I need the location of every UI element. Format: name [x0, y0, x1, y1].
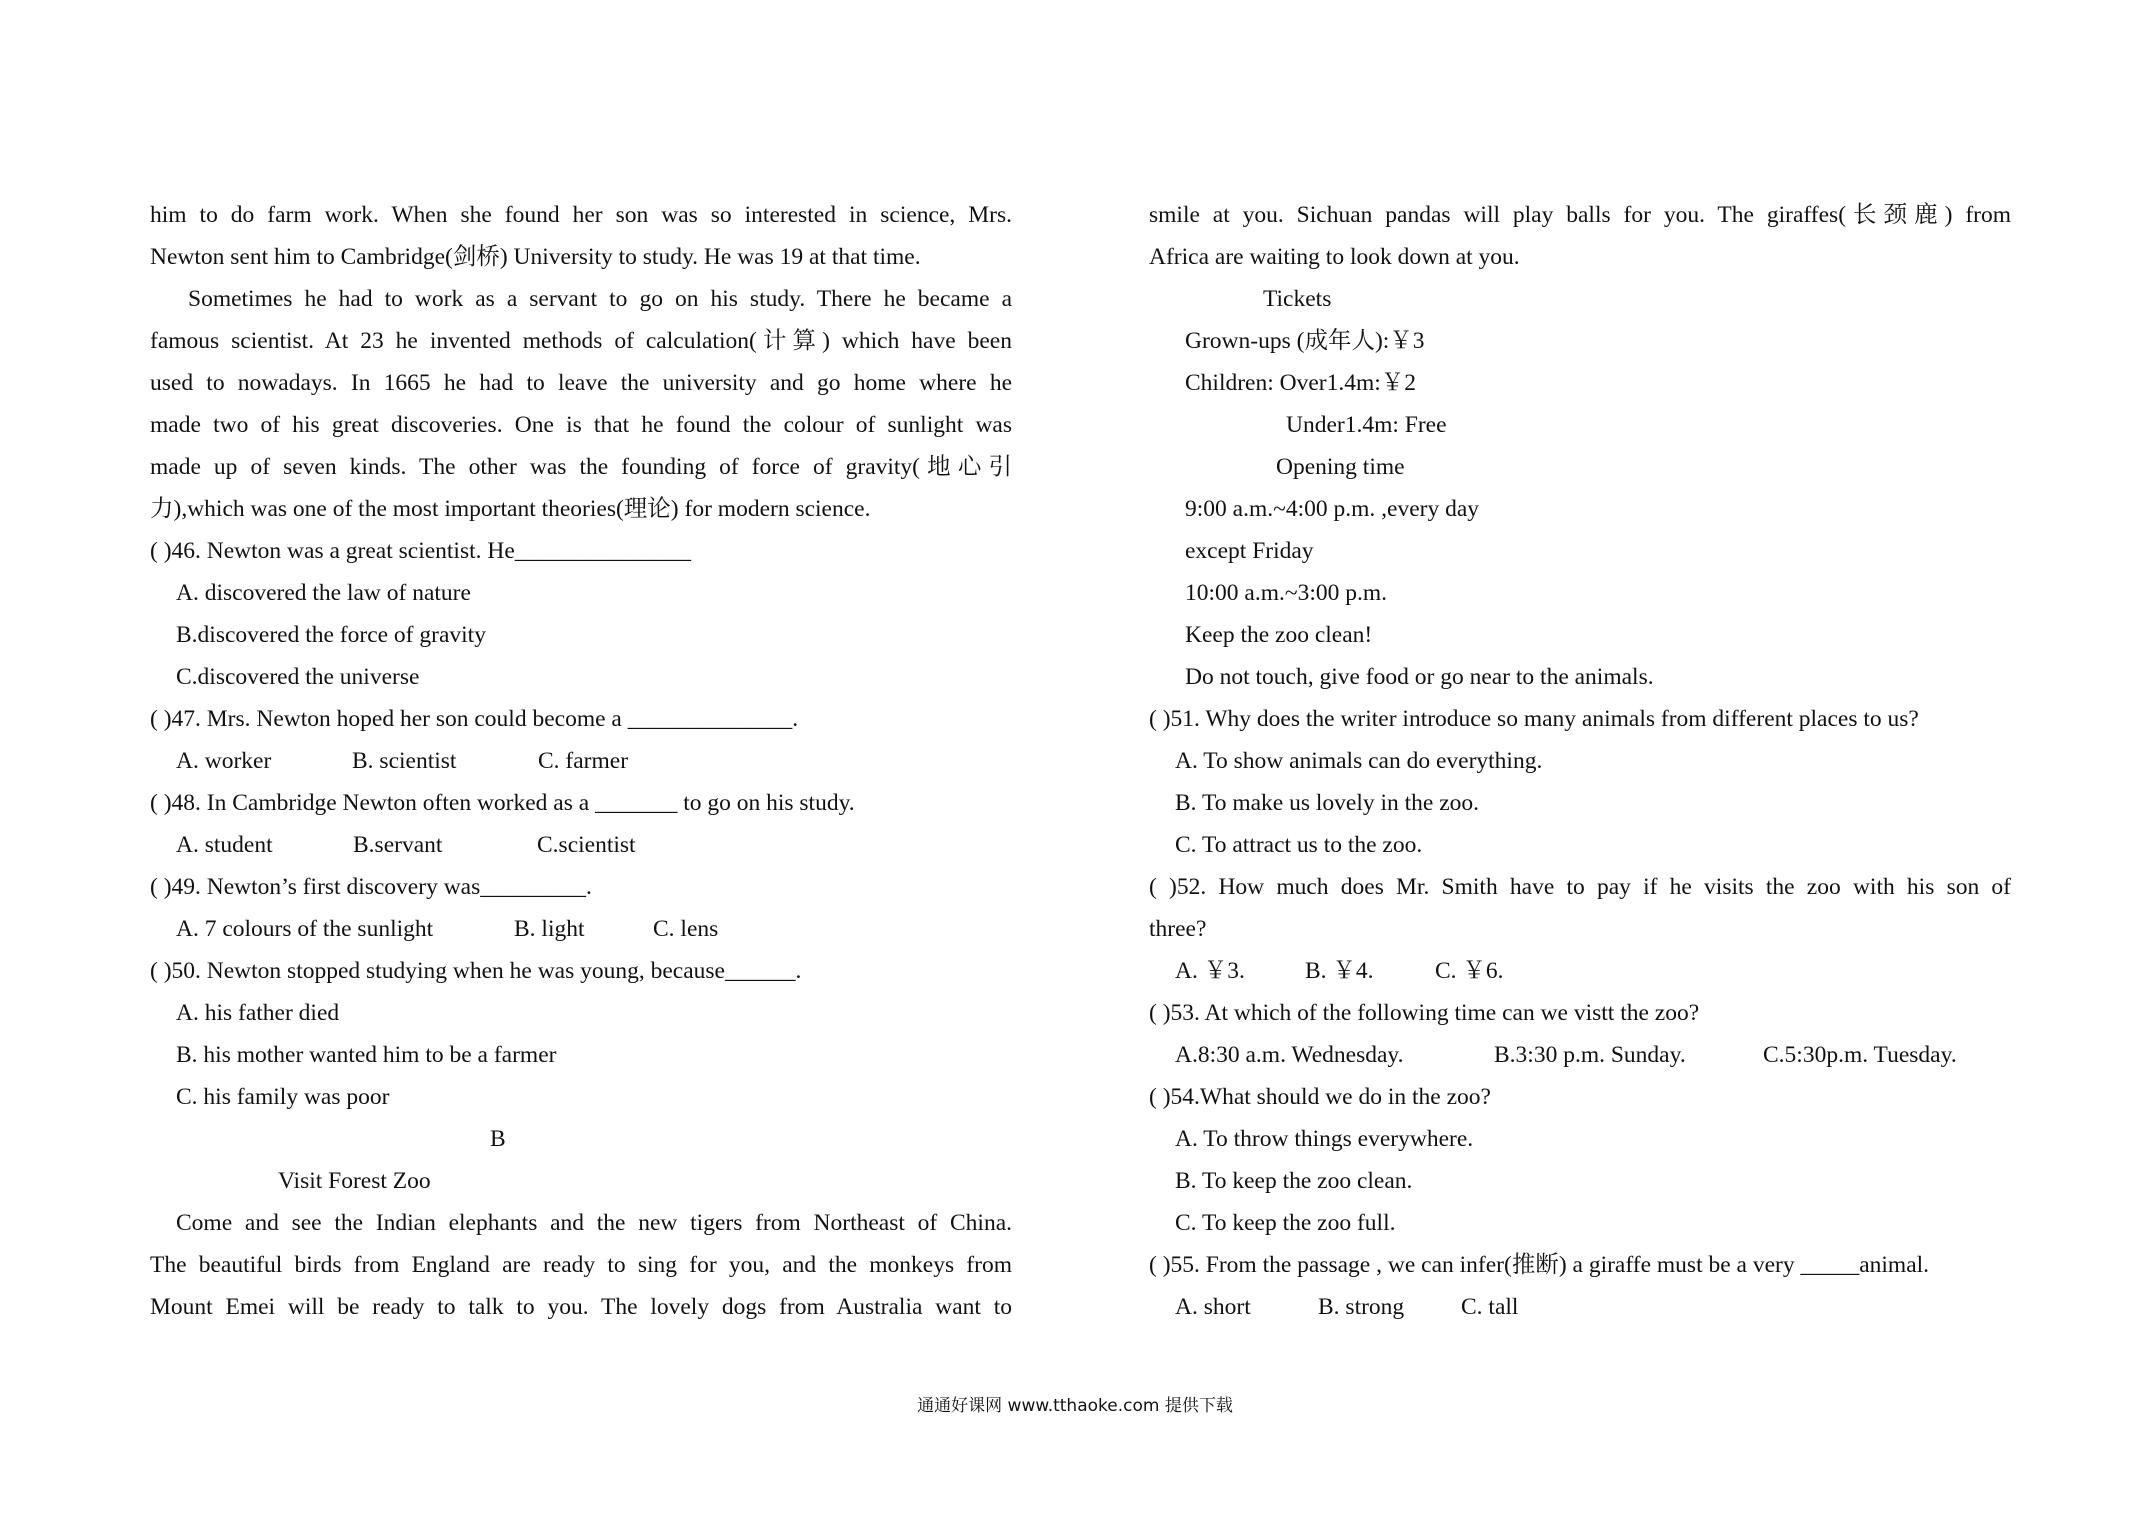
passage-line: Come and see the Indian elephants and the new tigers from Northeast of China.	[176, 1210, 1012, 1236]
ticket-under: Under1.4m: Free	[1286, 412, 1447, 438]
ticket-grownups: Grown-ups (成年人):￥3	[1185, 328, 1425, 354]
left-column	[150, 194, 1012, 1328]
option-51a: A. To show animals can do everything.	[1175, 748, 1543, 774]
option-50a: A. his father died	[176, 1000, 340, 1026]
option-46c: C.discovered the universe	[176, 664, 420, 690]
option-49c: C. lens	[653, 916, 719, 942]
passage-line: 力),which was one of the most important theories(理论) for modern science.	[150, 496, 871, 522]
passage-line: smile at you. Sichuan pandas will play balls for you. The giraffes(长颈鹿) from	[1149, 202, 2011, 228]
option-50b: B. his mother wanted him to be a farmer	[176, 1042, 557, 1068]
option-54b: B. To keep the zoo clean.	[1175, 1168, 1413, 1194]
question-47: ( )47. Mrs. Newton hoped her son could become a ______________.	[150, 706, 799, 732]
question-54: ( )54.What should we do in the zoo?	[1149, 1084, 1491, 1110]
option-48a: A. student	[176, 832, 273, 858]
option-50c: C. his family was poor	[176, 1084, 390, 1110]
options-47	[150, 740, 1012, 782]
option-51b: B. To make us lovely in the zoo.	[1175, 790, 1480, 816]
passage-line: The beautiful birds from England are ready to sing for you, and the monkeys from	[150, 1252, 1012, 1278]
rule-do-not: Do not touch, give food or go near to the animals.	[1185, 664, 1654, 690]
passage-line: Sometimes he had to work as a servant to go on his study. There he became a	[188, 286, 1012, 312]
option-52c: C. ￥6.	[1435, 958, 1504, 984]
passage-line: Mount Emei will be ready to talk to you. The lovely dogs from Australia want to	[150, 1294, 1012, 1320]
option-52b: B. ￥4.	[1305, 958, 1374, 984]
option-55b: B. strong	[1318, 1294, 1405, 1320]
option-49b: B. light	[514, 916, 585, 942]
passage-line: Newton sent him to Cambridge(剑桥) University to study. He was 19 at that time.	[150, 244, 921, 270]
question-52: ( )52. How much does Mr. Smith have to pay if he visits the zoo with his son of	[1149, 874, 2011, 900]
option-54c: C. To keep the zoo full.	[1175, 1210, 1396, 1236]
option-47a: A. worker	[176, 748, 272, 774]
question-46: ( )46. Newton was a great scientist. He_______________	[150, 538, 692, 564]
opening-time-1: 9:00 a.m.~4:00 p.m. ,every day	[1185, 496, 1480, 522]
options-48	[150, 824, 1012, 866]
passage-line: Africa are waiting to look down at you.	[1149, 244, 1520, 270]
option-51c: C. To attract us to the zoo.	[1175, 832, 1423, 858]
right-column	[1149, 194, 2011, 1328]
option-55a: A. short	[1175, 1294, 1251, 1320]
option-47c: C. farmer	[538, 748, 629, 774]
options-52	[1149, 950, 2011, 992]
question-51: ( )51. Why does the writer introduce so many animals from different places to us?	[1149, 706, 1919, 732]
question-49: ( )49. Newton’s first discovery was_________.	[150, 874, 592, 900]
page-footer: 通通好课网 www.tthaoke.com 提供下载	[917, 1396, 1233, 1416]
rule-keep-clean: Keep the zoo clean!	[1185, 622, 1373, 648]
option-48b: B.servant	[353, 832, 443, 858]
option-49a: A. 7 colours of the sunlight	[176, 916, 434, 942]
tickets-heading: Tickets	[1263, 286, 1332, 312]
option-46a: A. discovered the law of nature	[176, 580, 471, 606]
opening-time-2: 10:00 a.m.~3:00 p.m.	[1185, 580, 1388, 606]
options-55	[1149, 1286, 2011, 1328]
option-53c: C.5:30p.m. Tuesday.	[1763, 1042, 1957, 1068]
passage-line: made up of seven kinds. The other was the founding of force of gravity(地心引	[150, 454, 1012, 480]
passage-line: used to nowadays. In 1665 he had to leave the university and go home where he	[150, 370, 1012, 396]
option-54a: A. To throw things everywhere.	[1175, 1126, 1474, 1152]
option-53a: A.8:30 a.m. Wednesday.	[1175, 1042, 1404, 1068]
question-48: ( )48. In Cambridge Newton often worked as a _______ to go on his study.	[150, 790, 855, 816]
options-53	[1149, 1034, 2011, 1076]
option-47b: B. scientist	[352, 748, 457, 774]
zoo-title: Visit Forest Zoo	[278, 1168, 431, 1194]
option-48c: C.scientist	[537, 832, 636, 858]
options-49	[150, 908, 1012, 950]
option-55c: C. tall	[1461, 1294, 1519, 1320]
question-52-cont: three?	[1149, 916, 1207, 942]
question-50: ( )50. Newton stopped studying when he was young, because______.	[150, 958, 802, 984]
option-52a: A. ￥3.	[1175, 958, 1245, 984]
passage-line: made two of his great discoveries. One is that he found the colour of sunlight was	[150, 412, 1012, 438]
opening-heading: Opening time	[1276, 454, 1405, 480]
option-53b: B.3:30 p.m. Sunday.	[1494, 1042, 1686, 1068]
question-53: ( )53. At which of the following time can we vistt the zoo?	[1149, 1000, 1700, 1026]
opening-except: except Friday	[1185, 538, 1314, 564]
option-46b: B.discovered the force of gravity	[176, 622, 486, 648]
section-label: B	[490, 1126, 506, 1152]
ticket-children: Children: Over1.4m:￥2	[1185, 370, 1417, 396]
passage-line: famous scientist. At 23 he invented methods of calculation(计算) which have been	[150, 328, 1012, 354]
passage-line: him to do farm work. When she found her son was so interested in science, Mrs.	[150, 202, 1012, 228]
question-55: ( )55. From the passage , we can infer(推断) a giraffe must be a very _____animal.	[1149, 1252, 1930, 1278]
